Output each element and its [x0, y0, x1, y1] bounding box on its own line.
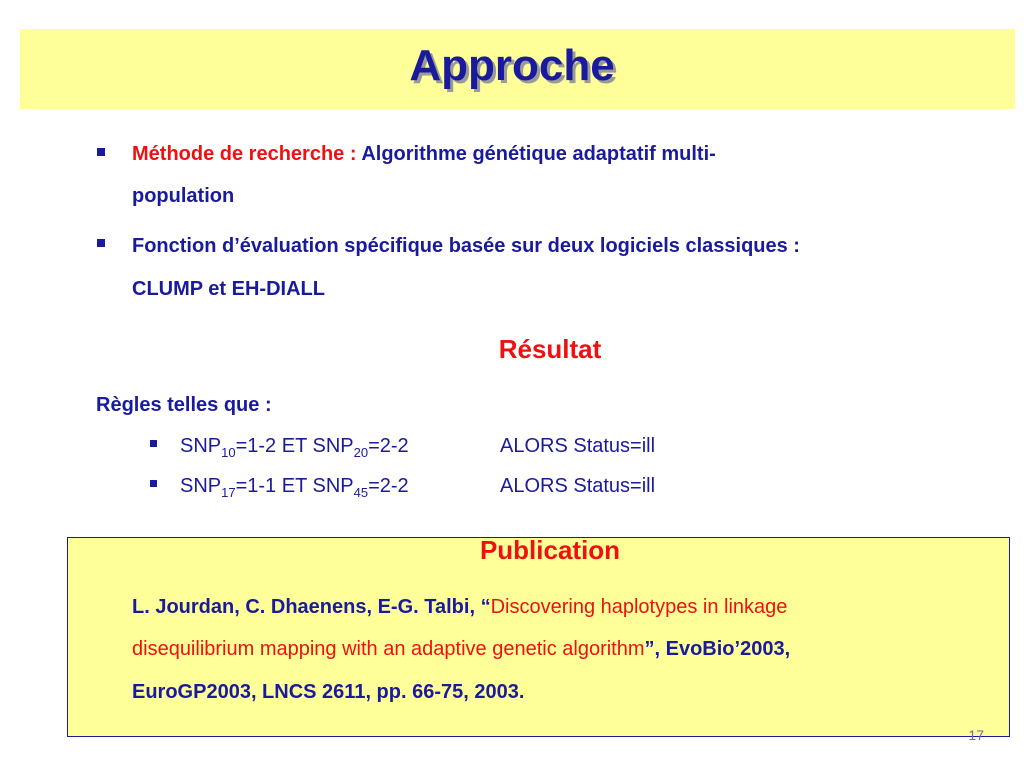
- rule-text: =2-2: [368, 435, 409, 457]
- rule-text: SNP: [180, 435, 222, 457]
- publication-venue-1: ”, EvoBio’2003,: [644, 638, 791, 660]
- bullet-marker: [150, 440, 157, 447]
- rule-subscript: 20: [353, 445, 369, 460]
- rule-text: =2-2: [368, 475, 409, 497]
- rule-subscript: 17: [221, 485, 236, 500]
- publication-line-3: EuroGP2003, LNCS 2611, pp. 66-75, 2003.: [132, 681, 525, 703]
- publication-line-2: [132, 637, 790, 661]
- rule-text: =1-1 ET SNP: [235, 475, 354, 497]
- method-text: Algorithme génétique adaptatif multi-: [361, 143, 716, 165]
- publication-heading: Publication: [479, 535, 621, 565]
- rule-1-action: ALORS Status=ill: [500, 435, 656, 457]
- method-label: Méthode de recherche :: [132, 143, 357, 165]
- publication-line-1: [132, 595, 787, 619]
- rule-text: SNP: [180, 475, 222, 497]
- rules-intro: Règles telles que :: [96, 394, 272, 416]
- bullet-2-line-2: CLUMP et EH-DIALL: [132, 278, 325, 300]
- rule-text: =1-2 ET SNP: [235, 435, 354, 457]
- slide-title: Approche: [409, 41, 615, 90]
- result-heading: Résultat: [498, 334, 602, 364]
- bullet-marker: [97, 148, 105, 156]
- rule-2: [180, 474, 409, 498]
- publication-title-2: disequilibrium mapping with an adaptive genetic algorithm: [132, 638, 645, 660]
- publication-authors: L. Jourdan, C. Dhaenens, E-G. Talbi, “: [132, 596, 491, 618]
- bullet-2-line-1: Fonction d’évaluation spécifique basée sur deux logiciels classiques :: [132, 235, 800, 257]
- bullet-1-line-2: population: [132, 185, 235, 207]
- rule-1: [180, 434, 409, 458]
- bullet-1-line-1: [132, 142, 716, 166]
- rule-2-action: ALORS Status=ill: [500, 475, 656, 497]
- bullet-marker: [97, 239, 105, 247]
- rule-subscript: 10: [221, 445, 236, 460]
- publication-title-1: Discovering haplotypes in linkage: [490, 596, 788, 618]
- page-number: 17: [968, 727, 984, 743]
- rule-subscript: 45: [353, 485, 369, 500]
- bullet-marker: [150, 480, 157, 487]
